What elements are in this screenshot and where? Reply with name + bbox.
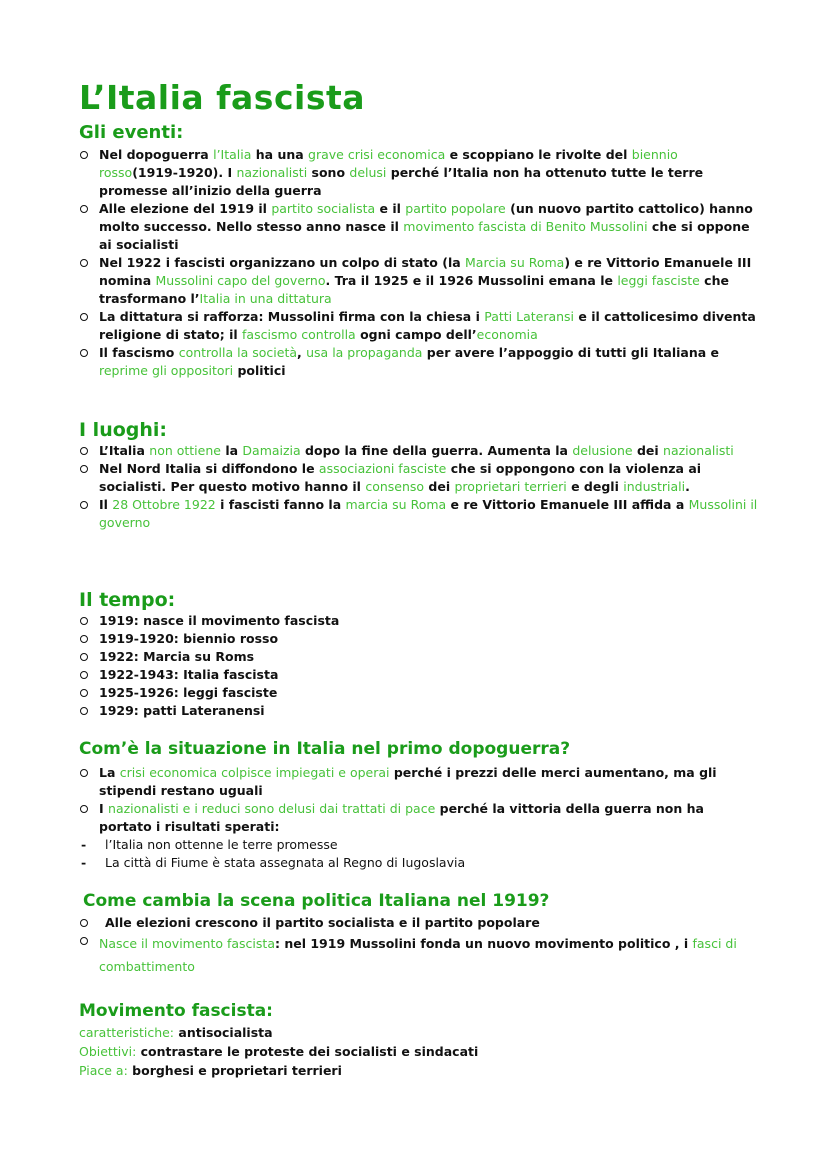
text-segment: che si oppongono con la violenza ai socialisti. Per questo motivo hanno il (99, 461, 702, 494)
highlighted-text: biennio rosso (99, 147, 678, 180)
bullet-icon (80, 205, 88, 213)
bullet-icon (80, 501, 88, 509)
list-item (78, 666, 478, 684)
dash-item (78, 854, 758, 872)
eventi-list (78, 146, 758, 380)
page-title: L’Italia fascista (79, 78, 366, 117)
highlighted-text: consenso (365, 479, 425, 494)
text-segment: ogni campo dell’ (355, 327, 477, 342)
text-segment: e il cattolicesimo diventa religione di stato; il (99, 309, 756, 342)
highlighted-text: Obiettivi: (79, 1044, 137, 1059)
text-segment: i fascisti fanno la (215, 497, 346, 512)
bullet-icon (80, 671, 88, 679)
dash-item (78, 836, 758, 854)
text-segment: I (99, 801, 109, 816)
highlighted-text: fasci di combattimento (99, 936, 737, 974)
list-item (78, 254, 758, 308)
tempo-list (78, 612, 478, 720)
text-segment: La (99, 765, 120, 780)
heading-movimento: Movimento fascista: (79, 1001, 273, 1021)
bullet-icon (80, 617, 88, 625)
text-segment: 1925-1926: leggi fasciste (99, 685, 278, 700)
text-segment: dei (424, 479, 455, 494)
bullet-icon (80, 937, 88, 945)
scena-list (78, 914, 758, 978)
text-segment: 1919: nasce il movimento fascista (99, 613, 340, 628)
highlighted-text: fascismo controlla (242, 327, 356, 342)
heading-luoghi: I luoghi: (79, 419, 168, 441)
highlighted-text: Piace a: (79, 1063, 128, 1078)
heading-situazione: Com’è la situazione in Italia nel primo dopoguerra? (79, 739, 571, 759)
text-segment: per avere l’appoggio di tutti gli Italiana e (422, 345, 720, 360)
text-segment: sono (307, 165, 350, 180)
text-segment: Nel dopoguerra (99, 147, 214, 162)
bullet-icon (80, 259, 88, 267)
highlighted-text: Patti Lateransi (484, 309, 575, 324)
text-segment: borghesi e proprietari terrieri (127, 1063, 342, 1078)
text-segment: antisocialista (174, 1025, 273, 1040)
luoghi-list (78, 442, 758, 532)
text-segment: Alle elezioni crescono il partito socialista e il partito popolare (105, 915, 540, 930)
text-segment: (1919-1920). I (132, 165, 237, 180)
highlighted-text: Italia in una dittatura (199, 291, 332, 306)
highlighted-text: controlla la società (178, 345, 298, 360)
text-segment: 1922-1943: Italia fascista (99, 667, 279, 682)
highlighted-text: nazionalisti (236, 165, 308, 180)
text-segment: La città di Fiume è stata assegnata al Regno di Iugoslavia (105, 855, 466, 870)
list-item (78, 496, 758, 532)
situazione-list (78, 764, 758, 872)
text-segment: L’Italia (99, 443, 150, 458)
text-segment: la (220, 443, 243, 458)
text-segment: 1919-1920: biennio rosso (99, 631, 279, 646)
highlighted-text: marcia su Roma (345, 497, 447, 512)
highlighted-text: Nasce il movimento fascista (99, 936, 275, 951)
text-segment: perché l’Italia non ha ottenuto tutte le terre promesse all’inizio della guerra (99, 165, 704, 198)
bullet-icon (80, 313, 88, 321)
text-segment: dei (632, 443, 664, 458)
text-segment: Nel 1922 i fascisti organizzano un colpo di stato (la (99, 255, 466, 270)
text-segment: contrastare le proteste dei socialisti e sindacati (136, 1044, 479, 1059)
highlighted-text: non ottiene (149, 443, 221, 458)
text-segment: dopo la fine della guerra. Aumenta la (300, 443, 573, 458)
highlighted-text: partito popolare (405, 201, 506, 216)
dash-icon: - (81, 855, 87, 870)
heading-scena: Come cambia la scena politica Italiana nel 1919? (83, 891, 550, 911)
highlighted-text: reprime gli oppositori (99, 363, 234, 378)
highlighted-text: Damaizia (242, 443, 301, 458)
list-item (78, 308, 758, 344)
list-item (78, 344, 758, 380)
bullet-icon (80, 635, 88, 643)
list-item (78, 932, 758, 978)
text-segment: e il (375, 201, 406, 216)
list-item (78, 612, 478, 630)
highlighted-text: l’Italia (213, 147, 252, 162)
highlighted-text: nazionalisti e i reduci sono delusi dai trattati di pace (108, 801, 436, 816)
bullet-icon (80, 447, 88, 455)
highlighted-text: usa la propaganda (306, 345, 423, 360)
highlighted-text: partito socialista (271, 201, 376, 216)
highlighted-text: economia (476, 327, 538, 342)
highlighted-text: associazioni fasciste (318, 461, 447, 476)
highlighted-text: delusi (349, 165, 387, 180)
list-item (78, 146, 758, 200)
list-item (78, 684, 478, 702)
bullet-icon (80, 465, 88, 473)
text-segment: . Tra il 1925 e il 1926 Mussolini emana le (325, 273, 618, 288)
list-item (78, 648, 478, 666)
text-segment: e scoppiano le rivolte del (445, 147, 632, 162)
list-item (78, 914, 758, 932)
highlighted-text: proprietari terrieri (454, 479, 567, 494)
text-segment: : nel 1919 Mussolini fonda un nuovo movimento politico , i (274, 936, 693, 951)
text-segment: Il fascismo (99, 345, 179, 360)
highlighted-text: Mussolini il governo (99, 497, 758, 530)
bullet-icon (80, 707, 88, 715)
bullet-icon (80, 151, 88, 159)
text-segment: , (297, 345, 307, 360)
text-segment: e re Vittorio Emanuele III affida a (446, 497, 689, 512)
text-segment: perché la vittoria della guerra non ha portato i risultati sperati: (99, 801, 704, 834)
text-segment: Alle elezione del 1919 il (99, 201, 272, 216)
text-segment: La dittatura si rafforza: Mussolini firma con la chiesa i (99, 309, 485, 324)
highlighted-text: delusione (572, 443, 633, 458)
dash-icon: - (81, 837, 87, 852)
list-item (78, 764, 758, 800)
bullet-icon (80, 769, 88, 777)
list-item (78, 200, 758, 254)
text-segment: che trasformano l’ (99, 273, 729, 306)
movimento-row (79, 1062, 342, 1080)
bullet-icon (80, 689, 88, 697)
text-segment: Il (99, 497, 113, 512)
bullet-icon (80, 653, 88, 661)
text-segment: Nel Nord Italia si diffondono le (99, 461, 319, 476)
text-segment: che si oppone ai socialisti (99, 219, 750, 252)
text-segment: politici (233, 363, 286, 378)
highlighted-text: nazionalisti (663, 443, 734, 458)
highlighted-text: 28 Ottobre 1922 (112, 497, 216, 512)
list-item (78, 702, 478, 720)
text-segment: perché i prezzi delle merci aumentano, ma gli stipendi restano uguali (99, 765, 717, 798)
movimento-row (79, 1024, 273, 1042)
heading-tempo: Il tempo: (79, 589, 176, 611)
text-segment: e degli (566, 479, 624, 494)
text-segment: 1922: Marcia su Roms (99, 649, 255, 664)
highlighted-text: Mussolini capo del governo (155, 273, 326, 288)
heading-eventi: Gli eventi: (79, 122, 184, 143)
highlighted-text: industriali (623, 479, 686, 494)
text-segment: 1929: patti Lateranensi (99, 703, 265, 718)
movimento-row (79, 1043, 478, 1061)
list-item (78, 630, 478, 648)
list-item (78, 800, 758, 836)
text-segment: ha una (251, 147, 309, 162)
highlighted-text: grave crisi economica (308, 147, 446, 162)
bullet-icon (80, 919, 88, 927)
list-item (78, 460, 758, 496)
list-item (78, 442, 758, 460)
bullet-icon (80, 349, 88, 357)
highlighted-text: caratteristiche: (79, 1025, 175, 1040)
text-segment: l’Italia non ottenne le terre promesse (105, 837, 338, 852)
bullet-icon (80, 805, 88, 813)
text-segment: ) e re Vittorio Emanuele III nomina (99, 255, 752, 288)
highlighted-text: movimento fascista di Benito Mussolini (403, 219, 648, 234)
highlighted-text: crisi economica colpisce impiegati e operai (119, 765, 390, 780)
highlighted-text: Marcia su Roma (465, 255, 565, 270)
text-segment: (un nuovo partito cattolico) hanno molto successo. Nello stesso anno nasce il (99, 201, 753, 234)
highlighted-text: leggi fasciste (617, 273, 700, 288)
text-segment: . (685, 479, 690, 494)
